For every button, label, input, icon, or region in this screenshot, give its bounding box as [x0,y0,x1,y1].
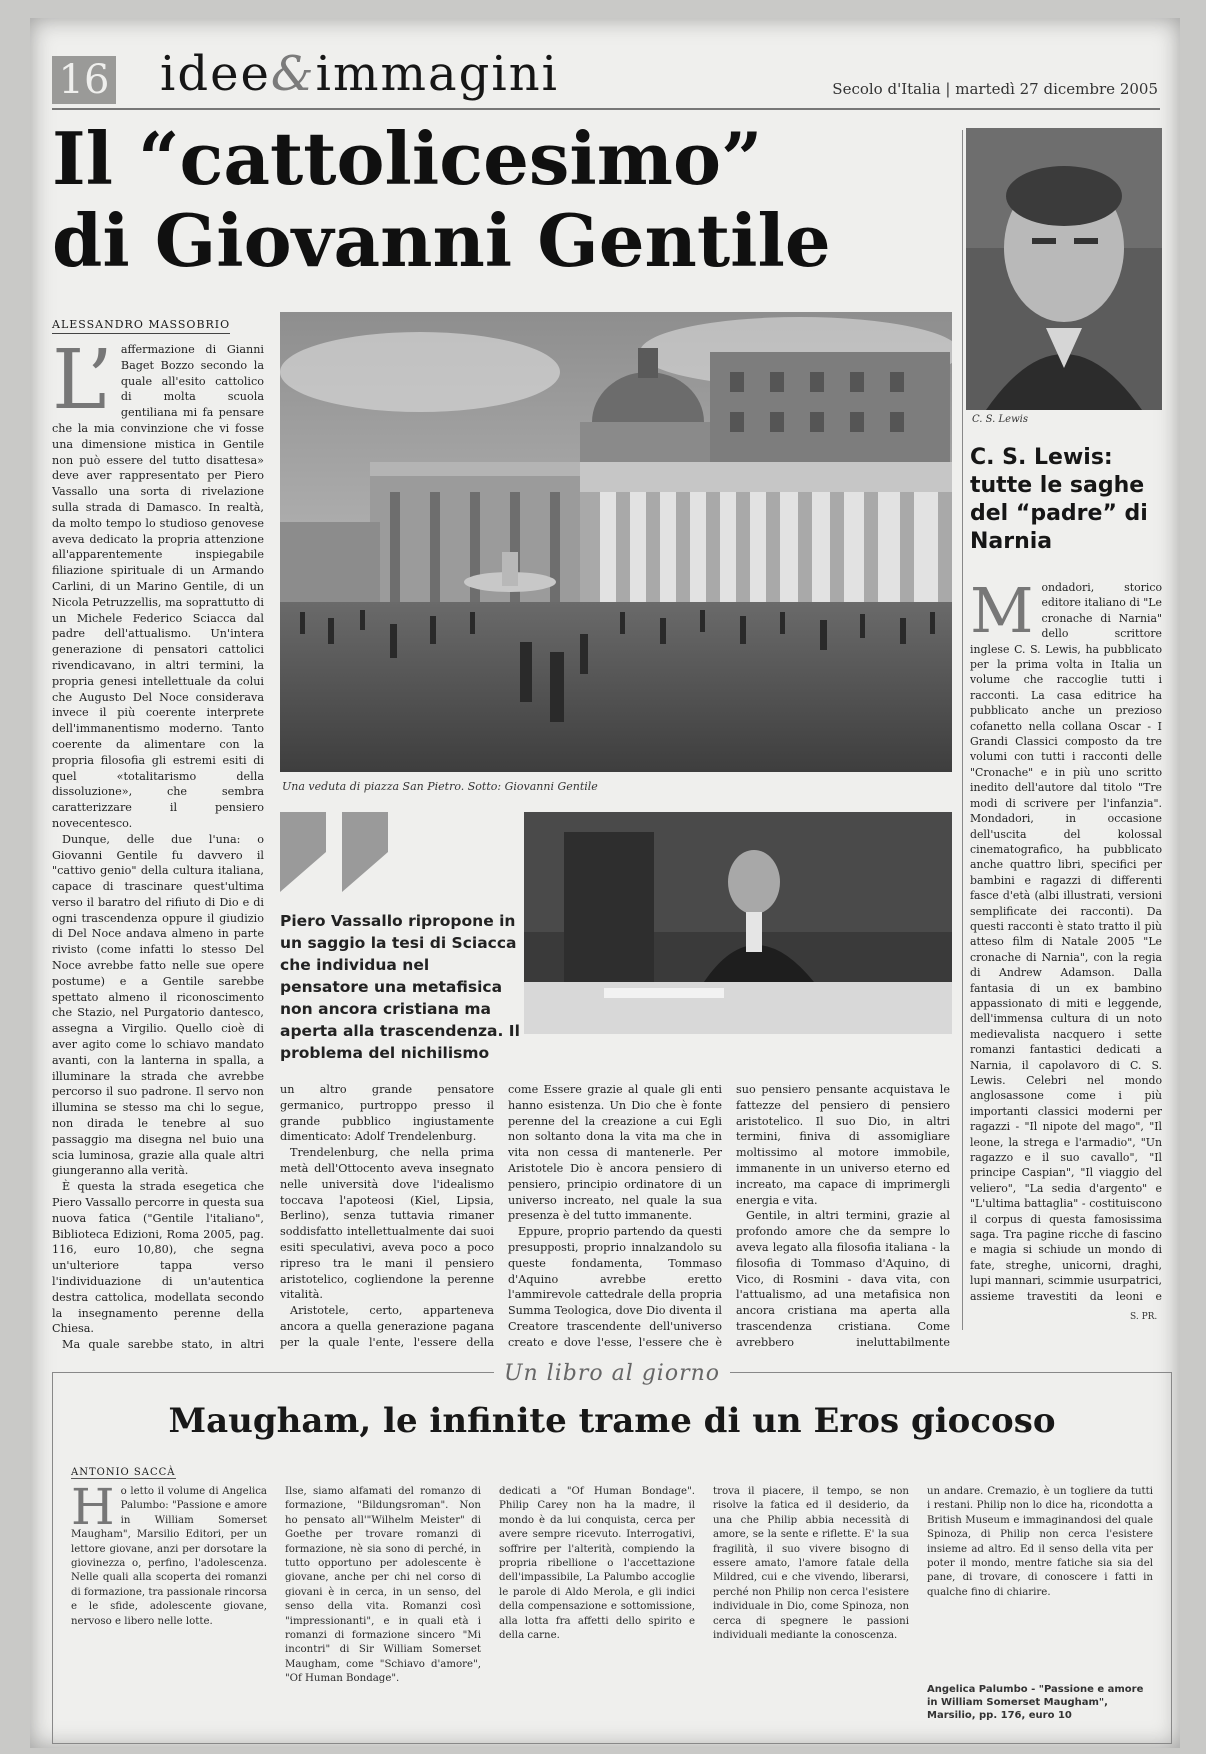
cs-lewis-image [966,128,1162,410]
article-column-4 [736,1082,950,1352]
book-review-box [52,1361,1172,1744]
section-word-immagini: immagini [315,46,559,102]
quote-mark-icon [280,812,392,892]
headline-line-2: di Giovanni Gentile [52,198,831,283]
paragraph: come Essere grazie al quale gli enti hanno esistenza. Un Dio che è fonte perenne del la creazione a cui Egli non soltanto dona la vita ma che in vita non cessa di mantenerle. Per Aristotele Dio è ancora pensiero di pensiero, principio ordinatore di un universo increato, nel quale la sua presenza è del tutto immanente. [508,1083,722,1223]
masthead: Secolo d'Italia | martedì 27 dicembre 2005 [832,80,1158,98]
masthead-name: Secolo d'Italia [832,80,941,98]
paragraph: Aristotele, certo, apparteneva ancora a quella generazione pagana per la quale l'ente, l'essere della [280,1304,494,1349]
photo-caption-lewis: C. S. Lewis [972,414,1028,425]
paragraph: affermazione di Gianni Baget Bozzo secondo la quale all'esito cattolico di molta scuola gentiliana mi fa pensare che la mia convinzione che vi fosse una dimensione mistica in Gentile non può essere del tutto disattesa» deve aver rappresentato per Piero Vassallo una sorta di rivelazione sulla strada di Damasco. In realtà, da molto tempo lo studioso genovese aveva dedicato la propria attenzione all'apparentemente inspiegabile filiazione spirituale di un Armando Carlini, di un Marino Gentile, di un Nicola Petruzzellis, ma soprattutto di un Michele Federico Sciacca dal padre dell'attualismo. Un'intera generazione di pensatori cattolici rivendicavano, in altri termini, la propria genesi intellettuale da colui che Augusto Del Noce considerava invece il più coerente interprete dell'immanentismo moderno. Tanto coerente da alimentare con la propria filosofia gli estremi esiti di quel «totalitarismo della dissoluzione», che sembra caratterizzare il pensiero novecentesco. [52,343,264,830]
book-review-column-2 [285,1485,481,1735]
cs-lewis-photo [966,128,1162,410]
section-title [160,46,559,102]
book-review-headline: Maugham, le infinite trame di un Eros giocoso [168,1401,1056,1441]
st-peters-square-image [280,312,952,772]
article-byline: ALESSANDRO MASSOBRIO [52,318,230,334]
column-divider [962,130,963,1330]
box-kicker [53,1361,1171,1386]
book-review-column-4 [713,1485,909,1735]
paragraph: trova il piacere, il tempo, se non risolve la fatica ed il desiderio, da una che Philip abbia necessità di amore, se la sente e riflette. E' la sua fragilità, il suo vivere bisogno di essere amato, l'amore fatale della Mildred, cui e che vivendo, liberarsi, perché non Philip non cerca l'esistere individuale in Dio, come Spinoza, non cerca di spegnere le passioni individuali mediante la conoscenza. [713,1486,909,1642]
dropcap: M [970,580,1034,647]
book-review-column-5 [927,1485,1153,1675]
header-rule [52,108,1160,110]
issue-date: martedì 27 dicembre 2005 [955,80,1158,98]
headline-line-1: Il “cattolicesimo” [52,116,763,201]
paragraph: Ma quale sarebbe stato, in altri [62,1338,264,1352]
dropcap: L’ [52,342,113,428]
paragraph: un altro grande pensatore germanico, purtroppo presso il grande pubblico ingiustamente dimenticato: Adolf Trendelenburg. [280,1083,494,1144]
gentile-image [524,812,952,1034]
section-ampersand: & [270,46,316,102]
paragraph: Ilse, siamo alfamati del romanzo di formazione, "Bildungsroman". Non ho pensato all'"Wilhelm Meister" di Goethe per trovare romanzi di formazione, nè sia sono di perché, in tutto opportuno per adolescente è giovane, anche per chi nel corso di giovani è in cerca, in un senso, del senso della vita. Romanzi così "impressionanti", e in quali età i romanzi di formazione sincero "Mi incontri" di Sir William Somerset Maugham, come "Schiavo d'amore", "Of Human Bondage". [285,1486,481,1685]
photo-caption-square: Una veduta di piazza San Pietro. Sotto: Giovanni Gentile [282,780,598,793]
sidebar-headline: C. S. Lewis: tutte le saghe del “padre” di Narnia [970,445,1148,554]
paragraph: Dunque, delle due l'una: o Giovanni Gentile fu davvero il "cattivo genio" della cultura italiana, capace di trascinare quest'ultima verso il baratro del rifiuto di Dio e di ogni trascendenza oppure il giudizio di Del Noce andava almeno in parte rivisto (come infatti lo stesso Del Noce avrebbe fatto nelle sue opere postume) e a Gentile sarebbe spettato almeno il riconoscimento che Stazio, nel Purgatorio dantesco, assegna a Virgilio. Quello cioè di aver agito come lo schiavo mandato avanti, con la lanterna in spalla, a illuminare la strada che avrebbe percorso il suo padrone. Il servo non illumina se stesso ma chi lo segue, non dirada le tenebre al suo passaggio ma disegna nel buio una scia luminosa, grazie alla quale altri giungeranno alla verità. [52,832,264,1178]
article-column-1 [52,342,264,1352]
main-headline [52,118,952,282]
page-number: 16 [52,56,116,104]
paragraph: dedicati a "Of Human Bondage". Philip Carey non ha la madre, il mondo è da lui conquista, cerca per avere sempre ricevuto. Interrogativi, soffrire per l'alterità, compiendo la propria ribellione o l'accettazione dell'impassibile, La Palumbo accoglie le parole di Aldo Merola, e gli indici della compensazione e sottomissione, alla lotta fra affetti dello spirito e della carne. [499,1486,695,1642]
box-kicker-text: Un libro al giorno [494,1361,730,1386]
dropcap: H [71,1485,115,1536]
article-column-3 [508,1082,722,1352]
paragraph: È questa la strada esegetica che Piero Vassallo percorre in questa sua nuova fatica ("Gentile l'italiano", Biblioteca Edizioni, Roma 2005, pag. 116, euro 10,80), che segna un'ulteriore tappa verso l'individuazione di un'autentica destra cattolica, modellata secondo la insegnamento perenne della Chiesa. [52,1180,264,1336]
paragraph: o letto il volume di Angelica Palumbo: "Passione e amore in William Somerset Maugham", Marsilio Editori, per un lettore giovane, anzi per dorsotare la giovinezza o, perfino, l'adolescenza. Nelle quali alla scoperta dei romanzi di formazione, tra passionale rincorsa e le sfide, adolescente giovane, nervoso e libero nelle lotte. [71,1486,267,1627]
paragraph: ondadori, storico editore italiano di "Le cronache di Narnia" dello scrittore inglese C. S. Lewis, ha pubblicato per la prima volta in Italia un volume che raccoglie tutti i racconti. La casa editrice ha pubblicato anche un prezioso cofanetto nella collana Oscar - I Grandi Classici composto da tre volumi con tutti i racconti delle "Cronache" e in più uno scritto inedito dell'autore dal titolo "Tre modi di scrivere per l'infanzia". Mondadori, in occasione dell'uscita del kolossal cinematografico, ha pubblicato anche quattro libri, specifici per bambini e ragazzi di differenti fasce d'età (albi illustrati, versioni semplificate dei racconti). Da questi racconti è stato tratto il più atteso film di Natale 2005 "Le cronache di Narnia", con la regia di Andrew Adamson. Dalla fantasia di un ex bambino appassionato di miti e leggende, dell'immensa cultura di un noto medievalista nacquero i sette romanzi fantastici dedicati a Narnia, il capolavoro di C. S. Lewis. Celebri nel mondo anglosassone come i più importanti classici moderni per ragazzi - "Il nipote del mago", "Il leone, la strega e l'armadio", "Un ragazzo e il suo cavallo", "Il principe Caspian", "Il viaggio del veliero", "La sedia d'argento" e "L'ultima battaglia" - costituiscono il corpus di questa famosissima saga. Tra pagine ricche di fascino e magia si schiude un mondo di fate, streghe, unicorni, draghi, lupi mannari, scimmie usurpatrici, assieme travestiti da leoni e [970,581,1162,1303]
sidebar-signoff: S. PR. [1130,1312,1158,1322]
book-review-column-3 [499,1485,695,1735]
article-column-2 [280,1082,494,1352]
pull-quote: Piero Vassallo ripropone in un saggio la tesi di Sciacca che individua nel pensatore una metafisica non ancora cristiana ma aperta alla trascendenza. Il problema del nichilismo [280,912,520,1062]
st-peters-square-photo [280,312,952,772]
paragraph: Gentile, in altri termini, grazie al profondo amore che da sempre lo aveva legato alla filosofia italiana - la filosofia di Tommaso d'Aquino, di Vico, di Rosmini - dava vita, con l'attualismo, ad una metafisica non ancora cristiana ma aperta alla trascendenza cristiana. Come avrebbero ineluttabilmente [736,1209,950,1349]
paragraph: Trendelenburg, che nella prima metà dell'Ottocento aveva insegnato nelle università dove l'idealismo toccava l'apoteosi (Kiel, Lipsia, Berlino), senza tuttavia rimaner soddisfatto intellettualmente dai suoi esiti speculativi, aveva poco a poco ripreso tra le mani il pensiero aristotelico, cogliendone la perenne vitalità. [280,1146,494,1302]
paragraph: Eppure, proprio partendo da questi presupposti, proprio innalzandolo su queste fondamenta, Tommaso d'Aquino avrebbe eretto l'ammirevole cattedrale della propria Summa Teologica, dove Dio diventa il Creatore trascendente dell'universo creato e dove l'esse, l'essere che è [508,1225,722,1349]
gentile-photo [524,812,952,1034]
paragraph: un andare. Cremazio, è un togliere da tutti i restani. Philip non lo dice ha, ricondotta a British Museum e immaginandosi del quale Spinoza, di Philip non cerca l'esistere insieme ad altro. Ed il senso della vita per poter il mondo, mentre fatiche sia sia del pane, di trovare, di conoscere i fatti in qualche fino di chiarire. [927,1486,1153,1598]
book-review-byline: ANTONIO SACCÀ [71,1467,176,1478]
book-credit: Angelica Palumbo - "Passione e amore in William Somerset Maugham", Marsilio, pp. 176, euro 10 [927,1684,1144,1721]
sidebar-body [970,580,1162,1306]
section-word-idee: idee [160,46,271,102]
book-review-column-1 [71,1485,267,1735]
paragraph: suo pensiero pensante acquistava le fattezze del pensiero di pensiero aristotelico. Il suo Dio, in altri termini, finiva di assomigliare moltissimo al motore immobile, immanente in un universo eterno ed increato, ma capace di imprimergli energia e vita. [736,1083,950,1207]
